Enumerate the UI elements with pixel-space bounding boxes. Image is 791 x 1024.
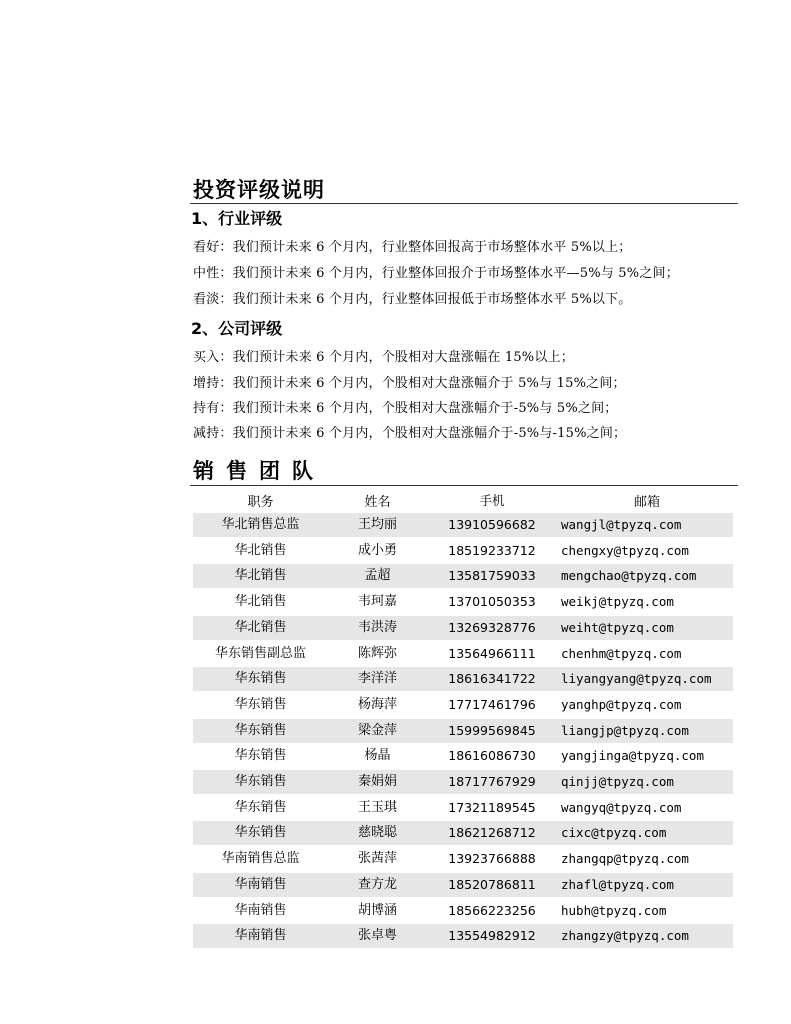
cell-phone: 13910596682 [448,517,536,532]
cell-name: 慈晓聪 [357,825,397,841]
cell-position: 华东销售 [234,748,287,764]
cell-email: zhafl@tpyzq.com [561,876,674,892]
cell-position: 华北销售 [234,568,287,584]
cell-position: 华北销售总监 [221,517,300,532]
cell-phone: 18717767929 [448,774,536,789]
cell-phone: 18519233712 [448,542,536,558]
cell-position: 华南销售总监 [221,851,300,867]
team-rule [190,485,738,486]
table-row [193,847,733,871]
table-row [193,693,733,717]
cell-name: 王均丽 [357,517,397,532]
cell-email: weikj@tpyzq.com [561,594,674,610]
cell-phone: 13581759033 [448,568,536,584]
table-row [193,616,733,640]
cell-name: 杨晶 [364,748,391,764]
cell-phone: 13701050353 [448,594,536,610]
cell-position: 华东销售 [234,722,287,738]
cell-position: 华南销售 [234,928,287,944]
table-row [193,899,733,923]
cell-email: zhangqp@tpyzq.com [561,851,689,867]
table-row [193,667,733,691]
cell-phone: 13564966111 [448,645,536,661]
cell-phone: 17321189545 [448,799,536,815]
table-row [193,513,733,537]
company-heading: 2、公司评级 [191,319,283,338]
cell-name: 张卓粤 [357,928,397,944]
cell-name: 梁金萍 [357,722,397,738]
company-line: 减持：我们预计未来 6 个月内，个股相对大盘涨幅介于-5%与-15%之间； [193,426,627,441]
table-row [193,539,733,563]
table-row [193,924,733,948]
table-row [193,564,733,588]
cell-name: 李洋洋 [357,671,397,687]
cell-phone: 13269328776 [448,619,536,635]
company-line: 买入：我们预计未来 6 个月内，个股相对大盘涨幅在 15%以上； [193,350,574,365]
cell-email: mengchao@tpyzq.com [561,568,697,584]
cell-position: 华南销售 [234,876,287,892]
cell-name: 成小勇 [357,542,397,558]
cell-name: 王玉琪 [357,799,397,815]
cell-phone: 15999569845 [448,722,536,738]
header-name: 姓名 [364,495,391,510]
company-line: 增持：我们预计未来 6 个月内，个股相对大盘涨幅介于 5%与 15%之间； [193,376,626,391]
cell-email: liangjp@tpyzq.com [561,722,689,738]
team-title: 销售团队 [193,459,325,483]
industry-line: 看淡：我们预计未来 6 个月内，行业整体回报低于市场整体水平 5%以下。 [193,292,632,307]
rating-title: 投资评级说明 [193,178,325,202]
cell-email: wangjl@tpyzq.com [561,517,682,532]
cell-position: 华北销售 [234,542,287,558]
table-row [193,590,733,614]
cell-email: qinjj@tpyzq.com [561,774,674,789]
cell-email: liyangyang@tpyzq.com [561,671,712,687]
cell-position: 华东销售 [234,825,287,841]
cell-position: 华东销售副总监 [214,645,306,661]
cell-phone: 17717461796 [448,696,536,712]
industry-heading: 1、行业评级 [191,209,283,228]
cell-phone: 18566223256 [448,902,536,918]
cell-name: 孟超 [364,568,391,584]
cell-email: zhangzy@tpyzq.com [561,928,689,944]
table-row [193,719,733,743]
cell-position: 华东销售 [234,671,287,687]
header-email: 邮箱 [633,495,660,510]
table-row [193,770,733,794]
cell-phone: 13923766888 [448,851,536,867]
cell-email: chengxy@tpyzq.com [561,542,689,558]
cell-name: 韦珂嘉 [357,594,397,610]
cell-phone: 13554982912 [448,928,536,944]
cell-phone: 18520786811 [448,876,536,892]
cell-name: 杨海萍 [357,696,397,712]
table-row [193,796,733,820]
cell-name: 张茜萍 [357,851,397,867]
cell-email: chenhm@tpyzq.com [561,645,682,661]
cell-phone: 18621268712 [448,825,536,841]
cell-email: yanghp@tpyzq.com [561,696,682,712]
cell-email: wangyq@tpyzq.com [561,799,682,815]
header-position: 职务 [247,495,274,510]
cell-name: 查方龙 [357,876,397,892]
header-phone: 手机 [479,493,505,508]
table-row [193,821,733,845]
team-table-header [193,489,733,511]
company-line: 持有：我们预计未来 6 个月内，个股相对大盘涨幅介于-5%与 5%之间； [193,401,618,416]
cell-phone: 18616341722 [448,671,536,687]
table-row [193,642,733,666]
industry-line: 中性：我们预计未来 6 个月内，行业整体回报介于市场整体水平—5%与 5%之间； [193,266,679,281]
cell-position: 华北销售 [234,619,287,635]
cell-position: 华南销售 [234,902,287,918]
industry-line: 看好：我们预计未来 6 个月内，行业整体回报高于市场整体水平 5%以上； [193,240,632,255]
title-rule [190,203,738,204]
cell-name: 韦洪涛 [357,619,397,635]
cell-position: 华东销售 [234,696,287,712]
cell-email: hubh@tpyzq.com [561,902,667,918]
table-row [193,744,733,768]
cell-email: yangjinga@tpyzq.com [561,748,704,764]
cell-name: 陈辉弥 [357,645,397,661]
cell-phone: 18616086730 [448,748,536,764]
table-row [193,873,733,897]
cell-position: 华北销售 [234,594,287,610]
cell-position: 华东销售 [234,774,287,789]
cell-name: 胡博涵 [357,902,397,918]
cell-email: weiht@tpyzq.com [561,619,674,635]
cell-position: 华东销售 [234,799,287,815]
cell-name: 秦娟娟 [357,774,397,789]
cell-email: cixc@tpyzq.com [561,825,667,841]
